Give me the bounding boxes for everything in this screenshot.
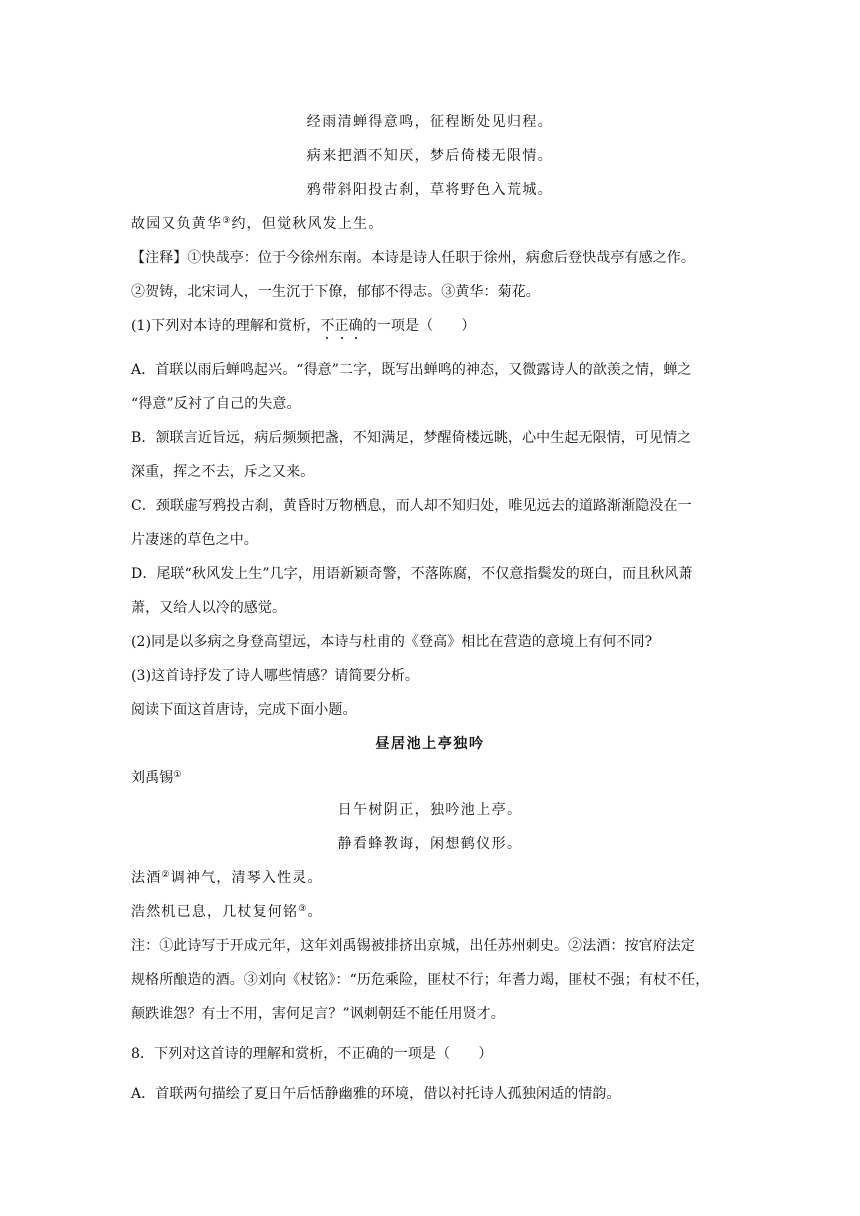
q1-stem	[131, 316, 736, 336]
poem2-title: 昼居池上亭独吟	[375, 736, 485, 752]
poem2-line-4-part-b: 。	[307, 904, 323, 920]
poem2-author-name: 刘禹锡	[131, 770, 174, 786]
footnote-marker: ③	[298, 904, 308, 914]
emphasis-char: 确	[348, 318, 363, 334]
poem1-line-4-part-a: 故园又负黄华	[131, 216, 223, 232]
intro-2: 阅读下面这首唐诗，完成下面小题。	[131, 702, 357, 718]
q1-option-c-line-1: C．颈联虚写鸦投古刹，黄昏时万物栖息，而人却不知归处，唯见远去的道路渐渐隐没在一	[131, 498, 692, 514]
poem1-line-4	[131, 214, 736, 234]
q1-option-b-line-1: B．颔联言近旨远，病后频频把盏，不知满足，梦醒倚楼远眺，心中生起无限情，可见情之	[131, 430, 692, 446]
poem2-line-1: 日午树阴正，独吟池上亭。	[337, 802, 523, 818]
poem1-line-3: 鸦带斜阳投古刹，草将野色入荒城。	[306, 182, 554, 198]
q8-stem: 8．下列对这首诗的理解和赏析，不正确的一项是（ ）	[131, 1046, 493, 1062]
q1-option-d-line-2: 萧，又给人以冷的感觉。	[131, 600, 287, 616]
footnote-marker: ①	[173, 770, 182, 780]
q1-stem-part-a: (1)下列对本诗的理解和赏析，	[131, 318, 321, 334]
poem2-author	[131, 768, 736, 788]
q8-option-a: A．首联两句描绘了夏日午后恬静幽雅的环境，借以衬托诗人孤独闲适的情韵。	[131, 1086, 621, 1102]
poem2-line-3	[131, 868, 736, 888]
notes1-line-1: 【注释】①快哉亭：位于今徐州东南。本诗是诗人任职于徐州，病愈后登快哉亭有感之作。	[131, 250, 695, 266]
notes2-line-2: 规格所酿造的酒。③刘向《杖铭》：“历危乘险，匪杖不行；年耆力竭，匪杖不强；有杖不任，	[131, 972, 710, 988]
emphasis-char: 不	[320, 318, 335, 334]
q3: (3)这首诗抒发了诗人哪些情感？请简要分析。	[131, 668, 420, 684]
q1-stem-part-b: 的一项是（ ）	[362, 318, 476, 334]
poem1-line-4-part-b: 约，但觉秋风发上生。	[231, 216, 384, 232]
q2: (2)同是以多病之身登高望远，本诗与杜甫的《登高》相比在营造的意境上有何不同?	[131, 634, 653, 650]
footnote-marker: ②	[161, 870, 171, 880]
footnote-marker: ③	[222, 216, 232, 226]
notes2-line-3: 颠跌谁怨？有士不用，害何足言？”讽刺朝廷不能任用贤才。	[131, 1006, 505, 1022]
poem2-line-4	[131, 902, 736, 922]
q1-option-d-line-1: D．尾联“秋风发上生”几字，用语新颖奇警，不落陈腐，不仅意指鬓发的斑白，而且秋风萧	[131, 566, 693, 582]
poem1-line-1: 经雨清蝉得意鸣，征程断处见归程。	[306, 114, 554, 130]
q1-option-a-line-1: A．首联以雨后蝉鸣起兴。“得意”二字，既写出蝉鸣的神态，又微露诗人的歆羡之情，蝉之	[131, 362, 692, 378]
q1-option-b-line-2: 深重，挥之不去，斥之又来。	[131, 464, 315, 480]
emphasis-char: 正	[334, 318, 349, 334]
poem2-line-2: 静看蜂教诲，闲想鹤仪形。	[337, 836, 523, 852]
poem2-line-3-part-b: 调神气，清琴入性灵。	[170, 870, 323, 886]
q1-option-a-line-2: “得意”反衬了自己的失意。	[131, 396, 301, 412]
notes1-line-2: ②贺铸，北宋词人，一生沉于下僚，郁郁不得志。③黄华：菊花。	[131, 284, 540, 300]
poem1-line-2: 病来把酒不知厌，梦后倚楼无限情。	[306, 148, 554, 164]
poem2-line-4-part-a: 浩然机已息，几杖复何铭	[131, 904, 299, 920]
q1-option-c-line-2: 片凄迷的草色之中。	[131, 532, 258, 548]
poem2-line-3-part-a: 法酒	[131, 870, 162, 886]
notes2-line-1: 注：①此诗写于开成元年，这年刘禹锡被排挤出京城，出任苏州刺史。②法酒：按官府法定	[131, 938, 695, 954]
